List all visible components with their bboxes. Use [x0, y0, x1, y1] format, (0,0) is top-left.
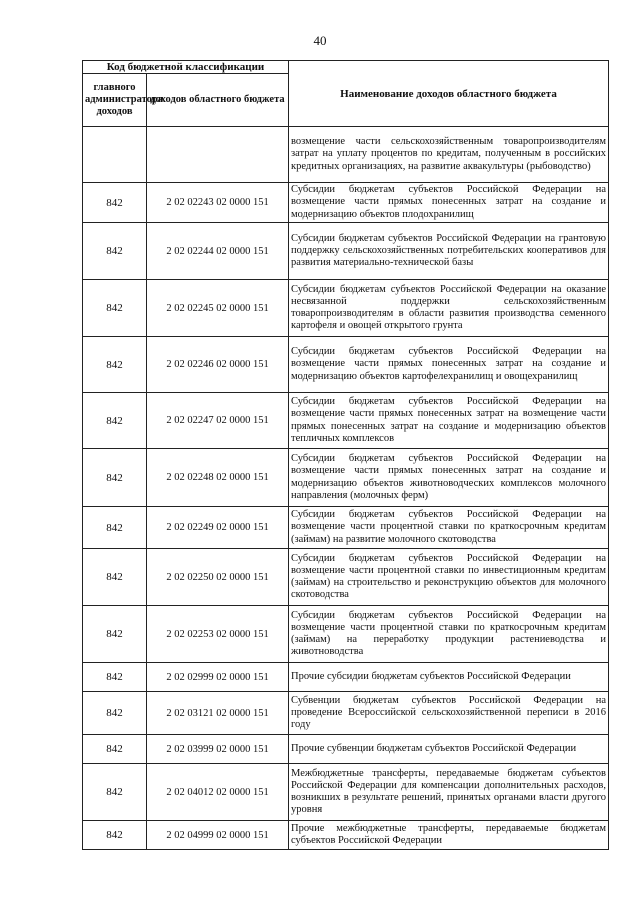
- page-number: 40: [313, 33, 327, 48]
- row-admin-code: 842: [83, 692, 147, 735]
- row-description: Прочие субвенции бюджетам субъектов Российской Федерации: [289, 735, 609, 764]
- table-row: [83, 764, 609, 821]
- table-row: [83, 507, 609, 549]
- row-income-code: 2 02 02248 02 0000 151: [147, 449, 289, 507]
- row-description: Прочие межбюджетные трансферты, передаваемые бюджетам субъектов Российской Федерации: [289, 821, 609, 850]
- row-income-code: 2 02 04999 02 0000 151: [147, 821, 289, 850]
- table-row: [83, 127, 609, 183]
- row-income-code: 2 02 02999 02 0000 151: [147, 663, 289, 692]
- row-income-code: 2 02 02253 02 0000 151: [147, 606, 289, 663]
- header-admin: главного администратора доходов: [83, 74, 147, 127]
- row-income-code: 2 02 03999 02 0000 151: [147, 735, 289, 764]
- row-admin-code: 842: [83, 606, 147, 663]
- table-row: [83, 449, 609, 507]
- row-description: Субсидии бюджетам субъектов Российской Федерации на возмещение части процентной ставки по краткосрочным кредитам (займам) на развитие молочного скотоводства: [289, 507, 609, 549]
- row-description: Субсидии бюджетам субъектов Российской Федерации на грантовую поддержку сельскохозяйственных потребительских кооперативов для развития материально-технической базы: [289, 223, 609, 280]
- table-row: [83, 337, 609, 393]
- budget-classification-table: [82, 60, 609, 850]
- table-row: [83, 393, 609, 449]
- row-admin-code: [83, 127, 147, 183]
- row-description: Субсидии бюджетам субъектов Российской Федерации на оказание несвязанной поддержки сельскохозяйственным товаропроизводителям в области развития производства семенного картофеля и овощей открытого грунта: [289, 280, 609, 337]
- table-row: [83, 606, 609, 663]
- row-income-code: 2 02 02250 02 0000 151: [147, 549, 289, 606]
- table-row: [83, 223, 609, 280]
- row-income-code: 2 02 02249 02 0000 151: [147, 507, 289, 549]
- row-income-code: 2 02 02245 02 0000 151: [147, 280, 289, 337]
- row-income-code: [147, 127, 289, 183]
- row-admin-code: 842: [83, 183, 147, 223]
- row-description: Субсидии бюджетам субъектов Российской Федерации на возмещение части процентной ставки по инвестиционным кредитам (займам) на строительство и реконструкцию объектов для молочного скотоводства: [289, 549, 609, 606]
- row-description: Субсидии бюджетам субъектов Российской Федерации на возмещение части процентной ставки по краткосрочным кредитам (займам) на переработку продукции растениеводства и животноводства: [289, 606, 609, 663]
- row-income-code: 2 02 04012 02 0000 151: [147, 764, 289, 821]
- header-row-group: [83, 61, 609, 74]
- row-description: Субсидии бюджетам субъектов Российской Федерации на возмещение части прямых понесенных затрат на создание и модернизацию объектов плодохранилищ: [289, 183, 609, 223]
- table-row: [83, 183, 609, 223]
- table-row: [83, 692, 609, 735]
- row-description: Субсидии бюджетам субъектов Российской Федерации на возмещение части прямых понесенных затрат на создание и модернизацию объектов картофелехранилищ и овощехранилищ: [289, 337, 609, 393]
- row-admin-code: 842: [83, 280, 147, 337]
- row-admin-code: 842: [83, 393, 147, 449]
- table-row: [83, 821, 609, 850]
- row-admin-code: 842: [83, 821, 147, 850]
- row-admin-code: 842: [83, 764, 147, 821]
- row-description: Межбюджетные трансферты, передаваемые бюджетам субъектов Российской Федерации для компенсации дополнительных расходов, возникших в результате решений, принятых органами власти другого уровня: [289, 764, 609, 821]
- row-description: Субвенции бюджетам субъектов Российской Федерации на проведение Всероссийской сельскохозяйственной переписи в 2016 году: [289, 692, 609, 735]
- row-admin-code: 842: [83, 663, 147, 692]
- row-income-code: 2 02 02244 02 0000 151: [147, 223, 289, 280]
- header-budget-code: Код бюджетной классификации: [83, 61, 289, 74]
- row-admin-code: 842: [83, 223, 147, 280]
- row-description: возмещение части сельскохозяйственным товаропроизводителям затрат на уплату процентов по кредитам, полученным в российских кредитных организациях, на развитие аквакультуры (рыбоводство): [289, 127, 609, 183]
- row-description: Прочие субсидии бюджетам субъектов Российской Федерации: [289, 663, 609, 692]
- row-admin-code: 842: [83, 507, 147, 549]
- row-admin-code: 842: [83, 549, 147, 606]
- table-row: [83, 735, 609, 764]
- row-income-code: 2 02 02246 02 0000 151: [147, 337, 289, 393]
- header-income-name: Наименование доходов областного бюджета: [289, 61, 609, 127]
- row-admin-code: 842: [83, 337, 147, 393]
- row-admin-code: 842: [83, 449, 147, 507]
- table-row: [83, 549, 609, 606]
- table-row: [83, 663, 609, 692]
- row-description: Субсидии бюджетам субъектов Российской Федерации на возмещение части прямых понесенных затрат на возмещение части прямых понесенных затрат на создание и модернизацию объектов тепличных комплексов: [289, 393, 609, 449]
- header-income: доходов областного бюджета: [147, 74, 289, 127]
- row-income-code: 2 02 02247 02 0000 151: [147, 393, 289, 449]
- row-description: Субсидии бюджетам субъектов Российской Федерации на возмещение части прямых понесенных затрат на создание и модернизацию объектов животноводческих комплексов молочного направления (молочных ферм): [289, 449, 609, 507]
- row-admin-code: 842: [83, 735, 147, 764]
- table-row: [83, 280, 609, 337]
- row-income-code: 2 02 03121 02 0000 151: [147, 692, 289, 735]
- row-income-code: 2 02 02243 02 0000 151: [147, 183, 289, 223]
